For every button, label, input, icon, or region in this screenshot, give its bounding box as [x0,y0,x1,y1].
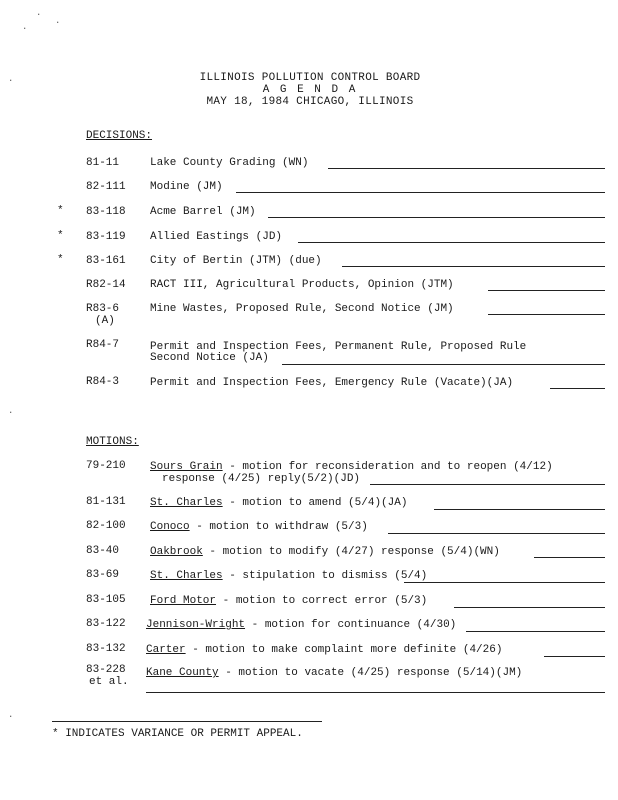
docket-number: 81-11 [86,157,120,169]
docket-number: 82-100 [86,520,126,532]
scan-speck: · [36,10,42,20]
docket-suffix: et al. [89,676,129,688]
docket-number: 83-105 [86,594,126,606]
decision-text: Permit and Inspection Fees, Emergency Rule (Vacate)(JA) [150,377,514,389]
motion-text-continued: response (4/25) reply(5/2)(JD) [162,473,361,485]
decision-text: Allied Eastings (JD) [150,231,283,243]
motion-text [146,644,502,656]
docket-number: R83-6 [86,303,120,315]
blank-line [146,692,605,693]
party-name: Oakbrook [150,546,203,558]
blank-line [466,631,605,632]
decision-text: RACT III, Agricultural Products, Opinion (JTM) [150,279,454,291]
footnote-rule [52,721,322,722]
docket-number: R84-7 [86,339,120,351]
party-name: Jennison-Wright [146,619,246,631]
docket-number: 83-69 [86,569,120,581]
decision-text: Acme Barrel (JM) [150,206,256,218]
scan-speck: · [22,24,28,34]
blank-line [328,168,605,169]
docket-number: 83-161 [86,255,126,267]
docket-number: 82-111 [86,181,126,193]
blank-line [488,314,605,315]
party-name: St. Charles [150,570,223,582]
docket-number: 79-210 [86,460,126,472]
docket-number: 83-118 [86,206,126,218]
blank-line [370,484,605,485]
docket-number: 81-131 [86,496,126,508]
motion-text [150,546,500,558]
blank-line [454,607,605,608]
motion-description: - motion to make complaint more definite (4/26) [185,644,503,656]
blank-line [388,533,605,534]
scan-speck: · [8,76,14,86]
docket-number: 83-132 [86,643,126,655]
motion-description: - motion to correct error (5/3) [216,595,428,607]
motion-text [150,497,407,509]
docket-number: 83-228 [86,664,126,676]
motion-text [146,619,456,631]
motion-text [150,570,427,582]
blank-line [550,388,605,389]
docket-number: R82-14 [86,279,126,291]
motion-description: - motion to withdraw (5/3) [189,521,368,533]
decision-text: Permit and Inspection Fees, Permanent Rule, Proposed Rule [150,341,527,353]
motion-text [150,521,368,533]
party-name: Conoco [150,521,190,533]
board-title: ILLINOIS POLLUTION CONTROL BOARD [199,72,421,84]
footnote: * INDICATES VARIANCE OR PERMIT APPEAL. [52,728,303,740]
party-name: St. Charles [150,497,223,509]
decision-text: Modine (JM) [150,181,223,193]
blank-line [342,266,605,267]
decision-text-continued: Second Notice (JA) [150,352,269,364]
blank-line [434,509,605,510]
motion-text [150,461,553,473]
docket-number: 83-119 [86,231,126,243]
motions-heading: MOTIONS: [86,436,139,448]
scan-speck: · [8,408,14,418]
variance-star: * [57,254,64,266]
motion-text [150,595,427,607]
blank-line [544,656,605,657]
decision-text: Mine Wastes, Proposed Rule, Second Notice (JM) [150,303,454,315]
variance-star: * [57,205,64,217]
docket-number: 83-122 [86,618,126,630]
scan-speck: · [8,712,14,722]
motion-description: - motion to vacate (4/25) response (5/14)(JM) [218,667,523,679]
blank-line [534,557,605,558]
motion-description: - motion to modify (4/27) response (5/4)(WN) [202,546,500,558]
motion-description: - motion for reconsideration and to reopen (4/12) [222,461,553,473]
docket-suffix: (A) [95,315,115,327]
party-name: Kane County [146,667,219,679]
decision-text: City of Bertin (JTM) (due) [150,255,322,267]
blank-line [268,217,605,218]
decision-text: Lake County Grading (WN) [150,157,309,169]
docket-number: 83-40 [86,545,120,557]
blank-line [488,290,605,291]
motion-description: - motion to amend (5/4)(JA) [222,497,408,509]
party-name: Ford Motor [150,595,217,607]
blank-line [404,582,605,583]
blank-line [282,364,605,365]
motion-description: - stipulation to dismiss (5/4) [222,570,428,582]
docket-number: R84-3 [86,376,120,388]
meeting-date-location: MAY 18, 1984 CHICAGO, ILLINOIS [206,96,414,108]
party-name: Carter [146,644,186,656]
variance-star: * [57,230,64,242]
party-name: Sours Grain [150,461,223,473]
agenda-title: A G E N D A [262,84,358,96]
decisions-heading: DECISIONS: [86,130,153,142]
blank-line [298,242,605,243]
motion-description: - motion for continuance (4/30) [245,619,457,631]
motion-text [146,667,522,679]
blank-line [236,192,605,193]
scan-speck: · [55,18,61,28]
